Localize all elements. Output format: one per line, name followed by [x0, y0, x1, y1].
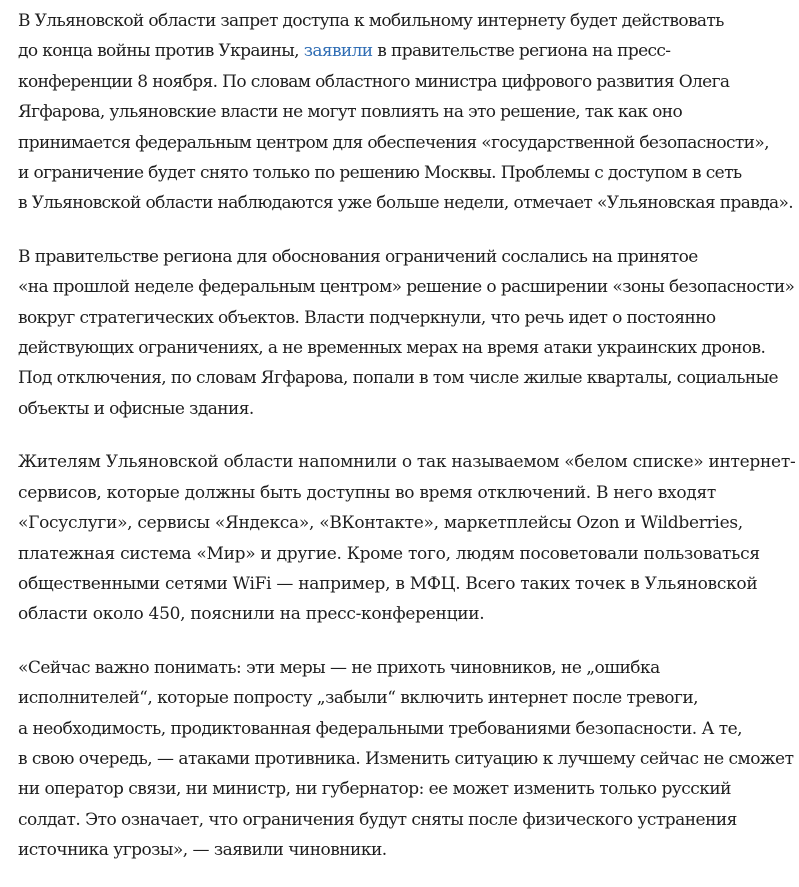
text-line: а необходимость, продиктованная федеральными требованиями безопасности. А те,	[18, 718, 743, 739]
text-line: Ягфарова, ульяновские власти не могут повлиять на это решение, так как оно	[18, 102, 683, 123]
text-line: до конца войны против Украины,	[18, 41, 304, 62]
text-line: Жителям Ульяновской области напомнили о так называемом «белом списке» интернет-	[18, 452, 796, 473]
paragraph-1	[18, 6, 799, 219]
text-line: вокруг стратегических объектов. Власти подчеркнули, что речь идет о постоянно	[18, 307, 716, 328]
text-line: В правительстве региона для обоснования ограничений сослались на принятое	[18, 246, 698, 267]
paragraph-4-quote	[18, 653, 799, 866]
text-line: области около 450, пояснили на пресс-конференции.	[18, 604, 485, 625]
text-line: конференции 8 ноября. По словам областного министра цифрового развития Олега	[18, 71, 730, 92]
text-line: Под отключения, по словам Ягфарова, попали в том числе жилые кварталы, социальные	[18, 368, 779, 389]
source-link[interactable]: заявили	[303, 41, 373, 62]
text-line: платежная система «Мир» и другие. Кроме того, людям посоветовали пользоваться	[18, 543, 760, 564]
text-line: принимается федеральным центром для обеспечения «государственной безопасности»,	[18, 132, 769, 153]
text-line: «Сейчас важно понимать: эти меры — не прихоть чиновников, не „ошибка	[18, 657, 660, 678]
text-line: сервисов, которые должны быть доступны во время отключений. В него входят	[18, 482, 717, 503]
text-line: источника угрозы», — заявили чиновники.	[18, 840, 387, 861]
text-line: «на прошлой неделе федеральным центром» решение о расширении «зоны безопасности»	[18, 277, 795, 298]
text-line: и ограничение будет снято только по решению Москвы. Проблемы с доступом в сеть	[18, 163, 742, 184]
paragraph-2	[18, 242, 799, 424]
text-line: исполнителей“, которые попросту „забыли“ включить интернет после тревоги,	[18, 688, 699, 709]
text-line: общественными сетями WiFi — например, в МФЦ. Всего таких точек в Ульяновской	[18, 573, 758, 594]
paragraph-3	[18, 447, 799, 629]
text-line: действующих ограничениях, а не временных мерах на время атаки украинских дронов.	[18, 338, 766, 359]
text-line: солдат. Это означает, что ограничения будут сняты после физического устранения	[18, 809, 737, 830]
text-line: объекты и офисные здания.	[18, 398, 254, 419]
text-line: «Госуслуги», сервисы «Яндекса», «ВКонтакте», маркетплейсы Ozon и Wildberries,	[18, 513, 743, 534]
text-line: в правительстве региона на пресс-	[372, 41, 671, 62]
text-line: в Ульяновской области наблюдаются уже больше недели, отмечает «Ульяновская правда».	[18, 193, 794, 214]
text-line: в свою очередь, — атаками противника. Изменить ситуацию к лучшему сейчас не сможет	[18, 748, 794, 769]
text-line: ни оператор связи, ни министр, ни губернатор: ее может изменить только русский	[18, 779, 731, 800]
text-line: В Ульяновской области запрет доступа к мобильному интернету будет действовать	[18, 11, 724, 31]
